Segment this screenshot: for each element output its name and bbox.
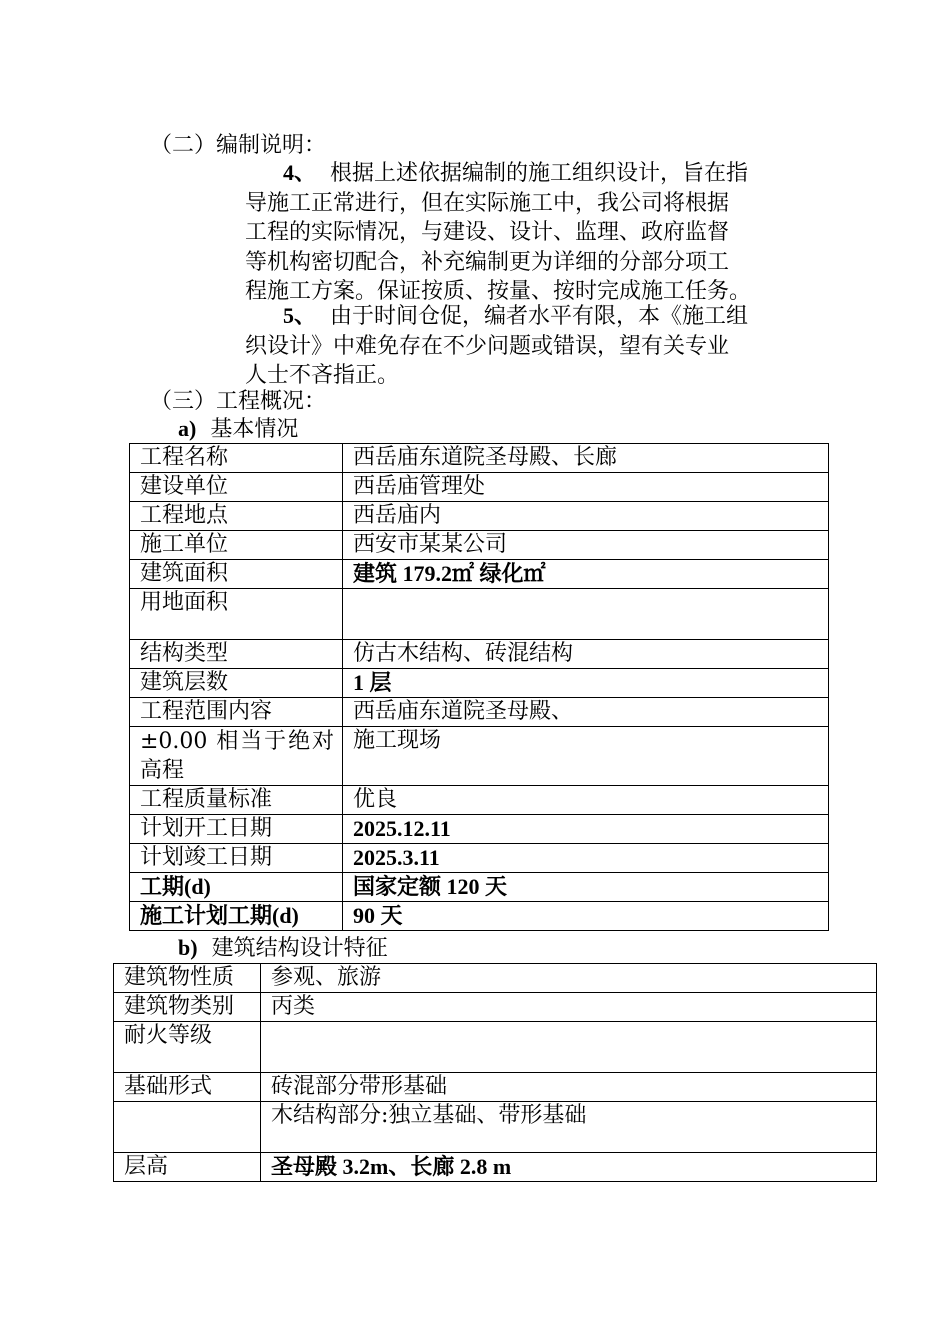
item-5-line-1: 由于时间仓促，编者水平有限，本《施工组 [330,304,749,329]
item-4-line-1: 根据上述依据编制的施工组织设计，旨在指 [330,161,749,186]
table-row [130,902,829,931]
row-value: 施工现场 [343,727,829,786]
basic-info-table [129,443,829,931]
paragraph-item-4 [245,158,823,307]
row-value: 优良 [343,786,829,815]
table-row [130,560,829,589]
section-2-heading: （二）编制说明： [150,133,327,158]
row-value: 砖混部分带形基础 [261,1073,877,1102]
item-5-number: 5、 [283,303,317,328]
row-key: 层高 [114,1153,261,1182]
row-key: 工程质量标准 [130,786,343,815]
row-key: 建筑物类别 [114,993,261,1022]
row-value: 国家定额 120 天 [343,873,829,902]
row-key: 施工单位 [130,531,343,560]
row-value: 圣母殿 3.2m、长廊 2.8 m [261,1153,877,1182]
subsection-a-label: a) [178,416,197,441]
subsection-a-heading [178,414,298,445]
item-4-line-4: 等机构密切配合，补充编制更为详细的分部分项工 [245,249,730,275]
item-5-line-2: 织设计》中难免存在不少问题或错误，望有关专业 [245,333,730,359]
row-value: 西安市某某公司 [343,531,829,560]
row-key: 工程范围内容 [130,698,343,727]
row-key: 建筑物性质 [114,964,261,993]
row-value: 西岳庙内 [343,502,829,531]
row-key: 工程地点 [130,502,343,531]
item-4-line-3: 工程的实际情况，与建设、设计、监理、政府监督 [245,220,730,245]
table-row [114,1102,877,1153]
row-value: 1 层 [343,669,829,698]
row-value [343,589,829,640]
row-value [261,1022,877,1073]
row-key: 施工计划工期(d) [130,902,343,931]
structure-design-table [113,963,877,1182]
paragraph-item-5 [245,301,823,391]
item-4-line-5: 程施工方案。保证按质、按量、按时完成施工任务。 [245,279,752,304]
row-key: 工程名称 [130,444,343,473]
subsection-a-title: 基本情况 [210,417,299,442]
table-row [130,669,829,698]
row-key: 建设单位 [130,473,343,502]
row-key: 结构类型 [130,640,343,669]
table-row [130,531,829,560]
item-4-number: 4、 [283,160,317,185]
row-key [114,1102,261,1153]
row-value: 参观、旅游 [261,964,877,993]
row-key: 耐火等级 [114,1022,261,1073]
row-value: 木结构部分:独立基础、带形基础 [261,1102,877,1153]
row-key: 建筑面积 [130,560,343,589]
table-row [130,844,829,873]
table-row [130,786,829,815]
section-3-heading: （三）工程概况： [150,389,327,414]
subsection-b-heading [178,933,388,964]
row-value: 建筑 179.2㎡ 绿化㎡ [343,560,829,589]
row-value: 2025.12.11 [343,815,829,844]
row-value: 西岳庙东道院圣母殿、长廊 [343,444,829,473]
table-row [130,727,829,786]
subsection-b-label: b) [178,935,198,960]
table-row [130,502,829,531]
table-row [130,640,829,669]
table-row [114,993,877,1022]
row-value: 西岳庙管理处 [343,473,829,502]
item-5-line-3: 人士不吝指正。 [245,363,400,388]
row-key: 计划竣工日期 [130,844,343,873]
table-row [114,1153,877,1182]
row-key: 计划开工日期 [130,815,343,844]
table-row [130,698,829,727]
row-key: 工期(d) [130,873,343,902]
row-value: 仿古木结构、砖混结构 [343,640,829,669]
table-row [114,964,877,993]
row-key: 用地面积 [130,589,343,640]
table-row [130,815,829,844]
table-row [130,444,829,473]
row-key: ±0.00 相当于绝对高程 [130,727,343,786]
row-value: 2025.3.11 [343,844,829,873]
row-value: 90 天 [343,902,829,931]
table-row [130,473,829,502]
subsection-b-title: 建筑结构设计特征 [211,936,388,961]
item-4-line-2: 导施工正常进行，但在实际施工中，我公司将根据 [245,190,730,216]
table-row [114,1022,877,1073]
table-row [130,589,829,640]
table-row [114,1073,877,1102]
row-value: 丙类 [261,993,877,1022]
row-key: 基础形式 [114,1073,261,1102]
table-row [130,873,829,902]
row-key: 建筑层数 [130,669,343,698]
row-value: 西岳庙东道院圣母殿、 [343,698,829,727]
